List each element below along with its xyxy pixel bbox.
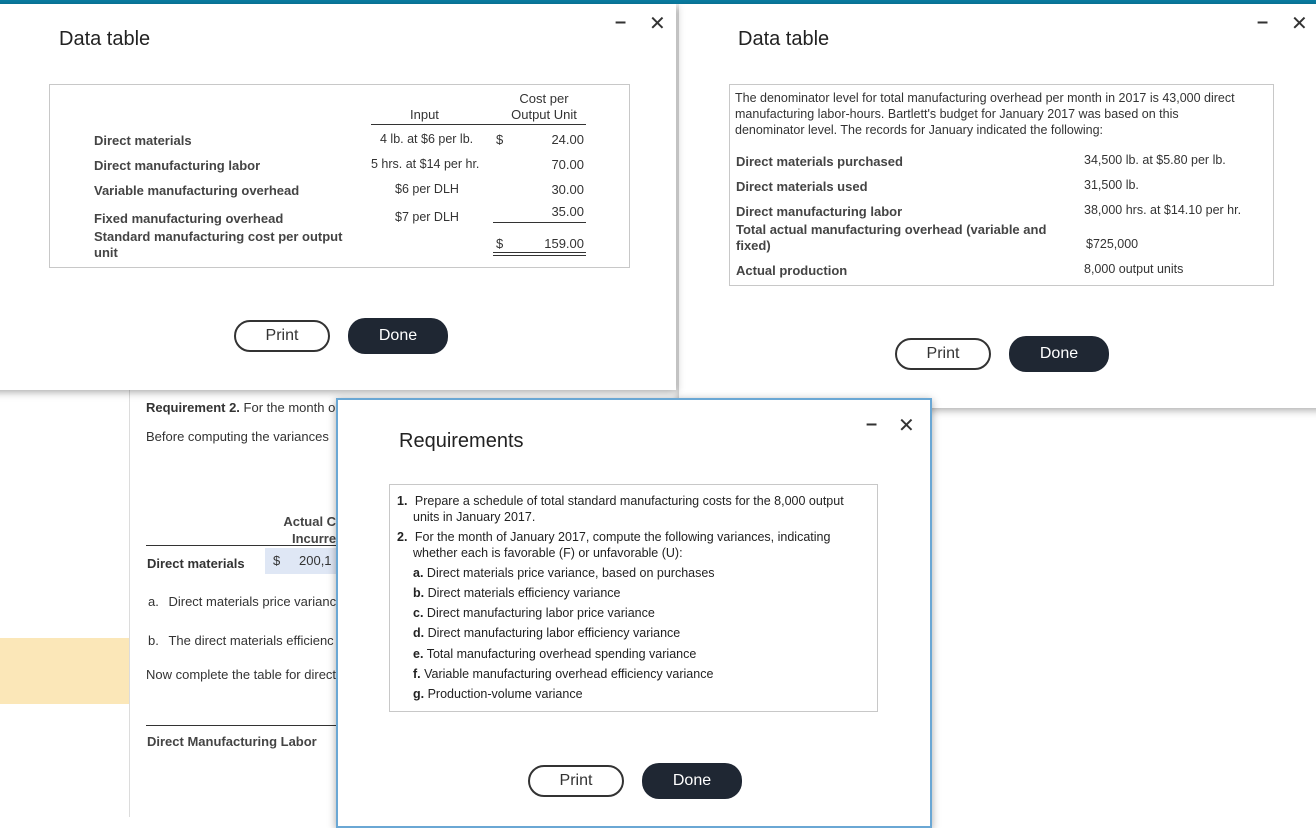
req-subitem-letter: d. — [413, 626, 425, 640]
req-subitem-text: Direct manufacturing labor efficiency variance — [427, 626, 681, 640]
print-button[interactable]: Print — [234, 320, 330, 352]
total-double-rule-1 — [493, 252, 586, 253]
req-subitem-letter: a. — [413, 566, 424, 580]
dm-value: 200,1 — [299, 553, 332, 568]
req-item-1-num: 1. — [397, 494, 408, 508]
req-item-1 — [397, 494, 844, 508]
dm-row-label: Direct materials — [147, 556, 245, 571]
row-label-total-overhead — [736, 222, 1046, 254]
req-item-2-line2: whether each is favorable (F) or unfavorable (U): — [413, 546, 683, 560]
row-input-direct-labor: 5 hrs. at $14 per hr. — [371, 157, 480, 171]
row-label-variable-overhead: Variable manufacturing overhead — [94, 183, 300, 198]
side-highlight — [0, 638, 129, 704]
requirements-dialog — [336, 398, 932, 828]
table-divider — [146, 725, 336, 726]
row-currency-total: $ — [496, 236, 504, 251]
row-cost-direct-labor: 70.00 — [551, 157, 584, 172]
col-header-cost-line2: Output Unit — [511, 107, 577, 122]
requirement-2-prefix: Requirement 2. — [146, 400, 240, 415]
col-header-cost-line1: Cost per — [519, 91, 569, 106]
req-subitem-b — [413, 586, 621, 600]
req-subitem-text: Direct materials price variance, based on purchases — [426, 566, 715, 580]
item-b-text: The direct materials efficienc — [168, 633, 334, 648]
dialog-title: Data table — [738, 28, 830, 50]
req-subitem-e — [413, 647, 696, 661]
done-button[interactable]: Done — [348, 318, 448, 354]
row-cost-direct-materials: 24.00 — [551, 132, 584, 147]
dialog-title: Requirements — [399, 430, 524, 452]
minimize-icon[interactable]: – — [866, 413, 878, 435]
minimize-icon[interactable]: – — [615, 11, 627, 33]
dm-actual-input[interactable] — [265, 548, 337, 574]
row-cost-fixed-overhead: 35.00 — [551, 204, 584, 219]
dm-currency: $ — [273, 553, 281, 568]
req-subitem-text: Direct materials efficiency variance — [427, 586, 621, 600]
requirement-2-body: For the month o — [243, 400, 336, 415]
actual-data-box — [729, 84, 1274, 286]
row-label-dm-purchased: Direct materials purchased — [736, 154, 903, 169]
dml-label: Direct Manufacturing Labor — [147, 734, 317, 749]
print-button[interactable]: Print — [895, 338, 991, 370]
row-label-total — [94, 229, 342, 261]
before-computing-text: Before computing the variances — [146, 429, 329, 444]
item-a-text: Direct materials price varianc — [168, 594, 337, 609]
req-subitem-text: Total manufacturing overhead spending variance — [426, 647, 697, 661]
dialog-title: Data table — [59, 28, 151, 50]
row-label-total-line1: Standard manufacturing cost per output — [94, 229, 343, 244]
requirement-2-text — [146, 400, 335, 415]
req-subitem-text: Variable manufacturing overhead efficiency variance — [424, 667, 714, 681]
intro-line-3: denominator level. The records for January indicated the following: — [735, 123, 1104, 137]
left-column-divider — [129, 390, 130, 817]
req-item-1-line2: units in January 2017. — [413, 510, 536, 524]
done-button[interactable]: Done — [642, 763, 742, 799]
subtotal-rule — [493, 222, 586, 223]
close-icon[interactable]: ✕ — [1291, 13, 1308, 35]
item-a-line — [148, 594, 336, 609]
row-input-fixed-overhead: $7 per DLH — [395, 210, 459, 224]
print-button[interactable]: Print — [528, 765, 624, 797]
req-subitem-letter: f. — [413, 667, 421, 681]
req-subitem-letter: c. — [413, 606, 424, 620]
req-subitem-c — [413, 606, 655, 620]
row-label-dml: Direct manufacturing labor — [736, 204, 903, 219]
row-value-actual-production: 8,000 output units — [1084, 262, 1184, 276]
row-label-total-line2: unit — [94, 245, 118, 260]
total-double-rule-2 — [493, 255, 586, 256]
intro-line-2: manufacturing labor-hours. Bartlett's budget for January 2017 was based on this — [735, 107, 1179, 121]
header-underline — [371, 124, 586, 125]
row-cost-variable-overhead: 30.00 — [551, 182, 584, 197]
row-label-direct-materials: Direct materials — [94, 133, 192, 148]
req-subitem-g — [413, 687, 583, 701]
close-icon[interactable]: ✕ — [649, 13, 666, 35]
req-subitem-text: Production-volume variance — [427, 687, 583, 701]
actual-costs-header — [278, 513, 336, 547]
row-label-total-overhead-line2: fixed) — [736, 238, 771, 253]
row-label-fixed-overhead: Fixed manufacturing overhead — [94, 211, 284, 226]
req-item-2 — [397, 530, 830, 544]
item-a-letter: a. — [148, 594, 159, 609]
close-icon[interactable]: ✕ — [898, 415, 915, 437]
req-subitem-letter: e. — [413, 647, 424, 661]
row-value-dml: 38,000 hrs. at $14.10 per hr. — [1084, 203, 1242, 217]
row-input-direct-materials: 4 lb. at $6 per lb. — [380, 132, 474, 146]
row-label-dm-used: Direct materials used — [736, 179, 868, 194]
row-value-dm-used: 31,500 lb. — [1084, 178, 1139, 192]
item-b-line — [148, 633, 334, 648]
data-table-dialog-left — [0, 4, 676, 390]
req-item-2-line1: For the month of January 2017, compute the following variances, indicating — [414, 530, 831, 544]
row-cost-total: 159.00 — [544, 236, 584, 251]
requirements-box — [389, 484, 878, 712]
row-label-actual-production: Actual production — [736, 263, 848, 278]
actual-header-line2: Incurre — [292, 531, 337, 546]
row-currency-direct-materials: $ — [496, 132, 504, 147]
row-value-dm-purchased: 34,500 lb. at $5.80 per lb. — [1084, 153, 1226, 167]
req-subitem-letter: g. — [413, 687, 425, 701]
data-table-dialog-right — [679, 4, 1316, 408]
item-b-letter: b. — [148, 633, 159, 648]
req-subitem-text: Direct manufacturing labor price variance — [426, 606, 655, 620]
done-button[interactable]: Done — [1009, 336, 1109, 372]
req-subitem-f — [413, 667, 713, 681]
intro-line-1: The denominator level for total manufacturing overhead per month in 2017 is 43,000 direct — [735, 91, 1235, 105]
minimize-icon[interactable]: – — [1257, 11, 1269, 33]
standard-cost-table — [49, 84, 630, 268]
actual-header-line1: Actual C — [283, 514, 337, 529]
row-label-total-overhead-line1: Total actual manufacturing overhead (variable and — [736, 222, 1047, 237]
req-subitem-d — [413, 626, 680, 640]
req-item-1-line1: Prepare a schedule of total standard manufacturing costs for the 8,000 output — [414, 494, 844, 508]
row-value-total-overhead: $725,000 — [1086, 237, 1139, 251]
req-item-2-num: 2. — [397, 530, 408, 544]
col-header-cost — [502, 91, 586, 123]
req-subitem-letter: b. — [413, 586, 425, 600]
intro-paragraph — [735, 90, 1265, 138]
row-label-direct-labor: Direct manufacturing labor — [94, 158, 261, 173]
col-header-input: Input — [410, 107, 439, 122]
req-subitem-a — [413, 566, 715, 580]
row-input-variable-overhead: $6 per DLH — [395, 182, 459, 196]
now-complete-text: Now complete the table for direct — [146, 667, 337, 682]
